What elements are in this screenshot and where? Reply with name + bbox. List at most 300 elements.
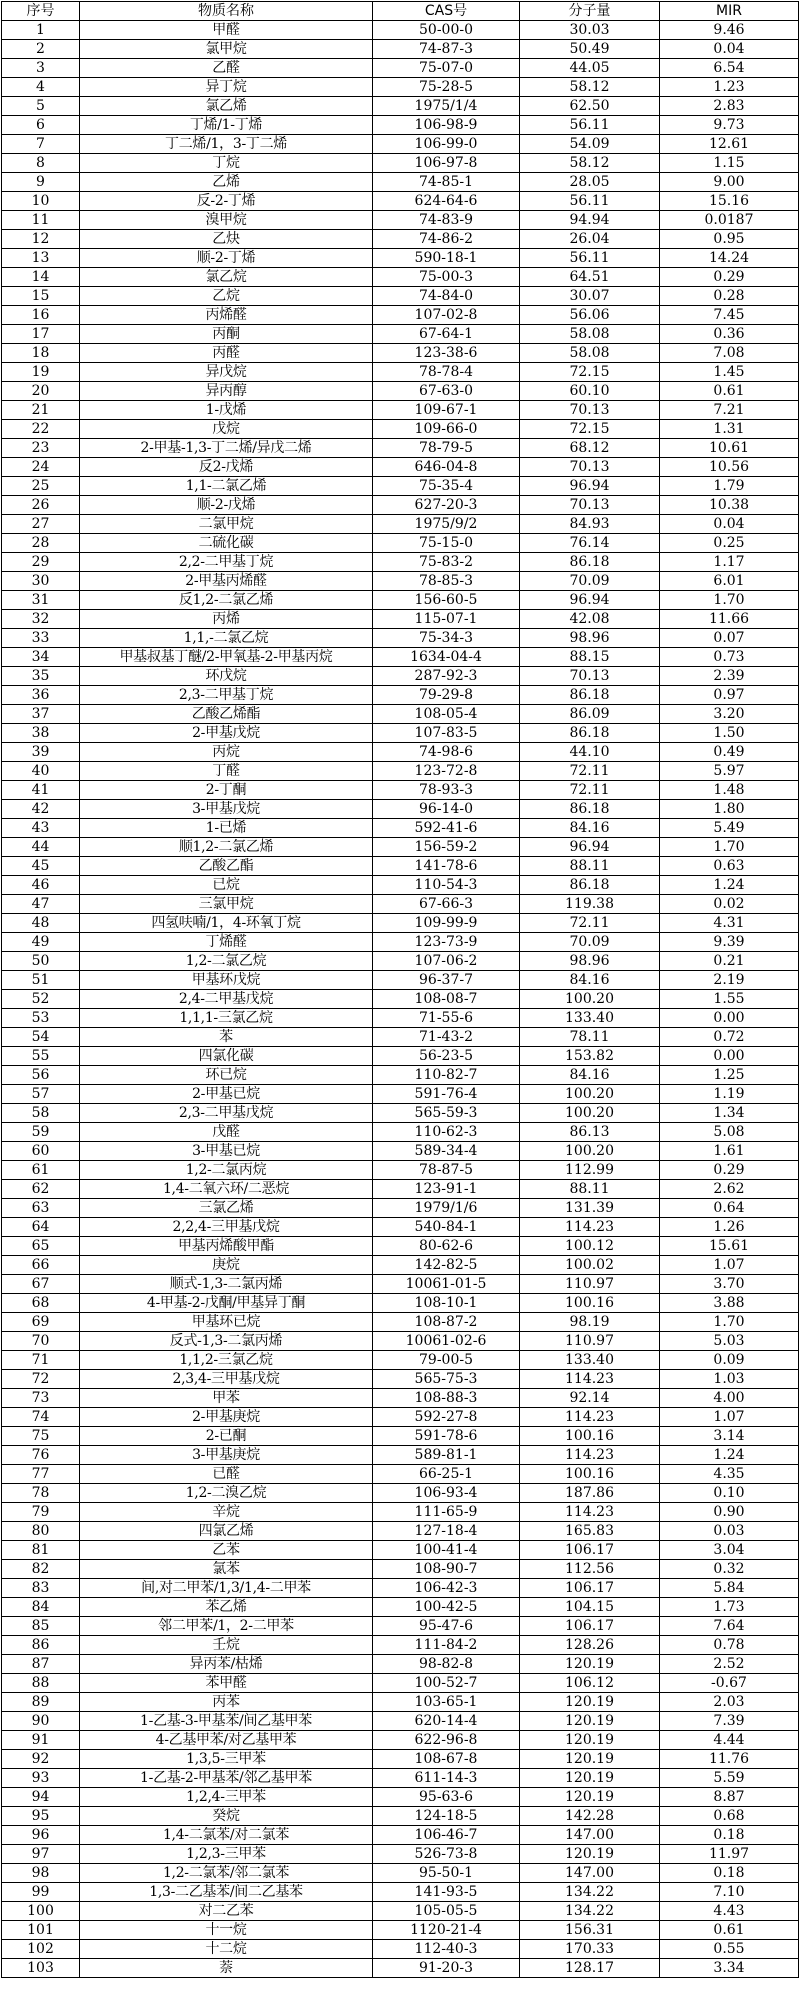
index-cell: 78 [2,1484,80,1503]
mir-cell: 9.00 [660,173,799,192]
mir-cell: 1.19 [660,1085,799,1104]
molecular-weight-cell: 120.19 [520,1769,660,1788]
molecular-weight-cell: 44.05 [520,59,660,78]
mir-cell: 1.45 [660,363,799,382]
table-row [2,1598,799,1617]
table-row [2,572,799,591]
header-cas-number: CAS号 [373,2,520,21]
index-cell: 96 [2,1826,80,1845]
cas-number-cell: 95-63-6 [373,1788,520,1807]
molecular-weight-cell: 58.12 [520,154,660,173]
table-row [2,1503,799,1522]
table-row [2,1636,799,1655]
cas-number-cell: 107-02-8 [373,306,520,325]
cas-number-cell: 67-64-1 [373,325,520,344]
substance-name-cell: 乙烷 [80,287,373,306]
substance-name-cell: 异丙苯/枯烯 [80,1655,373,1674]
table-row [2,952,799,971]
cas-number-cell: 78-79-5 [373,439,520,458]
molecular-weight-cell: 133.40 [520,1009,660,1028]
mir-cell: 1.70 [660,1313,799,1332]
cas-number-cell: 50-00-0 [373,21,520,40]
table-row [2,21,799,40]
cas-number-cell: 1120-21-4 [373,1921,520,1940]
mir-cell: 0.63 [660,857,799,876]
cas-number-cell: 115-07-1 [373,610,520,629]
index-cell: 45 [2,857,80,876]
table-row [2,876,799,895]
index-cell: 92 [2,1750,80,1769]
index-cell: 51 [2,971,80,990]
cas-number-cell: 109-99-9 [373,914,520,933]
substance-name-cell: 反式-1,3-二氯丙烯 [80,1332,373,1351]
cas-number-cell: 74-86-2 [373,230,520,249]
molecular-weight-cell: 110.97 [520,1275,660,1294]
table-row [2,1199,799,1218]
molecular-weight-cell: 96.94 [520,591,660,610]
table-row [2,249,799,268]
substance-name-cell: 丁二烯/1，3-丁二烯 [80,135,373,154]
table-body [2,21,799,1978]
molecular-weight-cell: 58.08 [520,325,660,344]
index-cell: 56 [2,1066,80,1085]
index-cell: 58 [2,1104,80,1123]
table-row [2,59,799,78]
mir-cell: 3.04 [660,1541,799,1560]
molecular-weight-cell: 68.12 [520,439,660,458]
substance-name-cell: 4-乙基甲苯/对乙基甲苯 [80,1731,373,1750]
cas-number-cell: 80-62-6 [373,1237,520,1256]
index-cell: 66 [2,1256,80,1275]
substance-name-cell: 乙烯 [80,173,373,192]
table-row [2,439,799,458]
index-cell: 83 [2,1579,80,1598]
table-row [2,1731,799,1750]
mir-substance-table [1,1,799,1978]
index-cell: 87 [2,1655,80,1674]
mir-cell: 10.38 [660,496,799,515]
index-cell: 76 [2,1446,80,1465]
substance-name-cell: 2-甲基庚烷 [80,1408,373,1427]
substance-name-cell: 反2-戊烯 [80,458,373,477]
substance-name-cell: 甲醛 [80,21,373,40]
molecular-weight-cell: 86.18 [520,724,660,743]
molecular-weight-cell: 100.16 [520,1465,660,1484]
substance-name-cell: 环戊烷 [80,667,373,686]
molecular-weight-cell: 153.82 [520,1047,660,1066]
index-cell: 64 [2,1218,80,1237]
substance-name-cell: 1-乙基-2-甲基苯/邻乙基甲苯 [80,1769,373,1788]
index-cell: 14 [2,268,80,287]
mir-cell: 5.08 [660,1123,799,1142]
mir-cell: 0.97 [660,686,799,705]
table-row [2,1902,799,1921]
molecular-weight-cell: 72.11 [520,914,660,933]
substance-name-cell: 1-乙基-3-甲基苯/间乙基甲苯 [80,1712,373,1731]
molecular-weight-cell: 56.06 [520,306,660,325]
substance-name-cell: 乙炔 [80,230,373,249]
molecular-weight-cell: 120.19 [520,1750,660,1769]
mir-cell: 6.01 [660,572,799,591]
substance-name-cell: 1,1,-二氯乙烷 [80,629,373,648]
cas-number-cell: 141-93-5 [373,1883,520,1902]
mir-cell: 0.04 [660,515,799,534]
mir-cell: 14.24 [660,249,799,268]
table-row [2,1959,799,1978]
cas-number-cell: 100-52-7 [373,1674,520,1693]
index-cell: 11 [2,211,80,230]
substance-name-cell: 二硫化碳 [80,534,373,553]
index-cell: 47 [2,895,80,914]
mir-cell: 15.61 [660,1237,799,1256]
table-row [2,154,799,173]
index-cell: 53 [2,1009,80,1028]
cas-number-cell: 10061-01-5 [373,1275,520,1294]
table-row [2,1047,799,1066]
table-row [2,192,799,211]
mir-cell: 1.24 [660,1446,799,1465]
mir-cell: 0.28 [660,287,799,306]
table-row [2,1788,799,1807]
index-cell: 55 [2,1047,80,1066]
index-cell: 57 [2,1085,80,1104]
molecular-weight-cell: 147.00 [520,1826,660,1845]
header-row [2,2,799,21]
molecular-weight-cell: 106.17 [520,1579,660,1598]
molecular-weight-cell: 56.11 [520,249,660,268]
table-row [2,686,799,705]
table-row [2,1332,799,1351]
substance-name-cell: 氯甲烷 [80,40,373,59]
cas-number-cell: 95-50-1 [373,1864,520,1883]
molecular-weight-cell: 128.26 [520,1636,660,1655]
substance-name-cell: 四氯化碳 [80,1047,373,1066]
index-cell: 6 [2,116,80,135]
index-cell: 65 [2,1237,80,1256]
substance-name-cell: 甲基环戊烷 [80,971,373,990]
cas-number-cell: 75-07-0 [373,59,520,78]
cas-number-cell: 111-84-2 [373,1636,520,1655]
cas-number-cell: 95-47-6 [373,1617,520,1636]
mir-cell: 0.00 [660,1047,799,1066]
mir-cell: 0.68 [660,1807,799,1826]
index-cell: 100 [2,1902,80,1921]
substance-name-cell: 二氯甲烷 [80,515,373,534]
table-row [2,667,799,686]
table-row [2,496,799,515]
molecular-weight-cell: 58.12 [520,78,660,97]
table-row [2,1237,799,1256]
index-cell: 39 [2,743,80,762]
substance-name-cell: 3-甲基庚烷 [80,1446,373,1465]
mir-cell: 1.70 [660,838,799,857]
index-cell: 35 [2,667,80,686]
molecular-weight-cell: 112.99 [520,1161,660,1180]
index-cell: 38 [2,724,80,743]
cas-number-cell: 123-38-6 [373,344,520,363]
index-cell: 26 [2,496,80,515]
cas-number-cell: 109-67-1 [373,401,520,420]
molecular-weight-cell: 147.00 [520,1864,660,1883]
substance-name-cell: 顺式-1,3-二氯丙烯 [80,1275,373,1294]
index-cell: 90 [2,1712,80,1731]
cas-number-cell: 75-28-5 [373,78,520,97]
table-row [2,1389,799,1408]
cas-number-cell: 56-23-5 [373,1047,520,1066]
mir-cell: 0.25 [660,534,799,553]
index-cell: 40 [2,762,80,781]
table-row [2,458,799,477]
table-row [2,382,799,401]
mir-cell: 2.62 [660,1180,799,1199]
molecular-weight-cell: 26.04 [520,230,660,249]
mir-cell: 0.95 [660,230,799,249]
substance-name-cell: 顺1,2-二氯乙烯 [80,838,373,857]
cas-number-cell: 123-72-8 [373,762,520,781]
table-row [2,1465,799,1484]
substance-name-cell: 壬烷 [80,1636,373,1655]
substance-name-cell: 1,2,4-三甲苯 [80,1788,373,1807]
table-row [2,401,799,420]
index-cell: 75 [2,1427,80,1446]
substance-name-cell: 1,2,3-三甲苯 [80,1845,373,1864]
mir-cell: 1.70 [660,591,799,610]
cas-number-cell: 110-54-3 [373,876,520,895]
table-row [2,230,799,249]
mir-cell: 7.45 [660,306,799,325]
table-row [2,895,799,914]
cas-number-cell: 589-34-4 [373,1142,520,1161]
molecular-weight-cell: 100.20 [520,1104,660,1123]
index-cell: 67 [2,1275,80,1294]
table-row [2,1560,799,1579]
molecular-weight-cell: 142.28 [520,1807,660,1826]
index-cell: 29 [2,553,80,572]
cas-number-cell: 624-64-6 [373,192,520,211]
substance-name-cell: 癸烷 [80,1807,373,1826]
cas-number-cell: 142-82-5 [373,1256,520,1275]
index-cell: 81 [2,1541,80,1560]
mir-cell: 1.48 [660,781,799,800]
table-row [2,1351,799,1370]
cas-number-cell: 565-75-3 [373,1370,520,1389]
mir-cell: 1.34 [660,1104,799,1123]
cas-number-cell: 74-84-0 [373,287,520,306]
substance-name-cell: 四氯乙烯 [80,1522,373,1541]
substance-name-cell: 溴甲烷 [80,211,373,230]
index-cell: 46 [2,876,80,895]
cas-number-cell: 112-40-3 [373,1940,520,1959]
mir-cell: 1.17 [660,553,799,572]
molecular-weight-cell: 128.17 [520,1959,660,1978]
substance-name-cell: 2,3,4-三甲基戊烷 [80,1370,373,1389]
mir-cell: 15.16 [660,192,799,211]
molecular-weight-cell: 70.13 [520,401,660,420]
mir-cell: 5.59 [660,1769,799,1788]
cas-number-cell: 75-83-2 [373,553,520,572]
cas-number-cell: 141-78-6 [373,857,520,876]
index-cell: 17 [2,325,80,344]
cas-number-cell: 78-78-4 [373,363,520,382]
substance-name-cell: 2,2-二甲基丁烷 [80,553,373,572]
table-row [2,990,799,1009]
cas-number-cell: 71-43-2 [373,1028,520,1047]
molecular-weight-cell: 114.23 [520,1218,660,1237]
mir-cell: 0.78 [660,1636,799,1655]
table-row [2,363,799,382]
substance-name-cell: 丙烯醛 [80,306,373,325]
cas-number-cell: 75-34-3 [373,629,520,648]
table-row [2,1161,799,1180]
mir-cell: 0.73 [660,648,799,667]
index-cell: 43 [2,819,80,838]
header-mir: MIR [660,2,799,21]
cas-number-cell: 156-60-5 [373,591,520,610]
table-row [2,1769,799,1788]
cas-number-cell: 91-20-3 [373,1959,520,1978]
table-row [2,1807,799,1826]
index-cell: 3 [2,59,80,78]
substance-name-cell: 丁醛 [80,762,373,781]
cas-number-cell: 627-20-3 [373,496,520,515]
cas-number-cell: 108-08-7 [373,990,520,1009]
index-cell: 42 [2,800,80,819]
molecular-weight-cell: 86.13 [520,1123,660,1142]
index-cell: 24 [2,458,80,477]
molecular-weight-cell: 28.05 [520,173,660,192]
substance-name-cell: 乙酸乙烯酯 [80,705,373,724]
substance-name-cell: 环已烷 [80,1066,373,1085]
table-row [2,1883,799,1902]
cas-number-cell: 127-18-4 [373,1522,520,1541]
mir-cell: 1.73 [660,1598,799,1617]
molecular-weight-cell: 56.11 [520,116,660,135]
mir-cell: 3.34 [660,1959,799,1978]
cas-number-cell: 108-87-2 [373,1313,520,1332]
molecular-weight-cell: 134.22 [520,1883,660,1902]
substance-name-cell: 2,3-二甲基戊烷 [80,1104,373,1123]
substance-name-cell: 丙苯 [80,1693,373,1712]
table-row [2,344,799,363]
table-row [2,1940,799,1959]
mir-cell: 9.46 [660,21,799,40]
table-row [2,819,799,838]
table-row [2,705,799,724]
mir-cell: 11.97 [660,1845,799,1864]
molecular-weight-cell: 72.11 [520,762,660,781]
substance-name-cell: 2-甲基-1,3-丁二烯/异戊二烯 [80,439,373,458]
molecular-weight-cell: 100.12 [520,1237,660,1256]
substance-name-cell: 异丙醇 [80,382,373,401]
substance-name-cell: 1,4-二氯苯/对二氯苯 [80,1826,373,1845]
cas-number-cell: 108-88-3 [373,1389,520,1408]
molecular-weight-cell: 133.40 [520,1351,660,1370]
mir-cell: 4.31 [660,914,799,933]
table-row [2,1275,799,1294]
index-cell: 97 [2,1845,80,1864]
substance-name-cell: 2,2,4-三甲基戊烷 [80,1218,373,1237]
mir-cell: 1.24 [660,876,799,895]
cas-number-cell: 74-87-3 [373,40,520,59]
table-row [2,40,799,59]
molecular-weight-cell: 84.93 [520,515,660,534]
cas-number-cell: 110-82-7 [373,1066,520,1085]
molecular-weight-cell: 70.13 [520,667,660,686]
cas-number-cell: 106-99-0 [373,135,520,154]
molecular-weight-cell: 30.07 [520,287,660,306]
cas-number-cell: 565-59-3 [373,1104,520,1123]
table-row [2,724,799,743]
cas-number-cell: 106-98-9 [373,116,520,135]
mir-cell: 0.00 [660,1009,799,1028]
index-cell: 12 [2,230,80,249]
table-row [2,1826,799,1845]
table-row [2,1579,799,1598]
mir-cell: 10.61 [660,439,799,458]
mir-cell: 1.50 [660,724,799,743]
molecular-weight-cell: 100.20 [520,1142,660,1161]
mir-cell: 5.49 [660,819,799,838]
molecular-weight-cell: 110.97 [520,1332,660,1351]
cas-number-cell: 75-00-3 [373,268,520,287]
table-row [2,648,799,667]
index-cell: 54 [2,1028,80,1047]
cas-number-cell: 74-83-9 [373,211,520,230]
molecular-weight-cell: 119.38 [520,895,660,914]
substance-name-cell: 1,2-二氯丙烷 [80,1161,373,1180]
table-row [2,1693,799,1712]
index-cell: 101 [2,1921,80,1940]
substance-name-cell: 2-甲基丙烯醛 [80,572,373,591]
index-cell: 31 [2,591,80,610]
substance-name-cell: 1,2-二氯乙烷 [80,952,373,971]
substance-name-cell: 戊烷 [80,420,373,439]
index-cell: 62 [2,1180,80,1199]
cas-number-cell: 98-82-8 [373,1655,520,1674]
mir-cell: 2.83 [660,97,799,116]
table-row [2,914,799,933]
table-row [2,1028,799,1047]
molecular-weight-cell: 86.18 [520,876,660,895]
index-cell: 37 [2,705,80,724]
cas-number-cell: 1979/1/6 [373,1199,520,1218]
table-row [2,781,799,800]
molecular-weight-cell: 104.15 [520,1598,660,1617]
mir-cell: 1.31 [660,420,799,439]
index-cell: 22 [2,420,80,439]
substance-name-cell: 庚烷 [80,1256,373,1275]
mir-cell: 0.49 [660,743,799,762]
index-cell: 8 [2,154,80,173]
substance-name-cell: 1,4-二氧六环/二恶烷 [80,1180,373,1199]
cas-number-cell: 287-92-3 [373,667,520,686]
index-cell: 74 [2,1408,80,1427]
substance-name-cell: 丁烯醛 [80,933,373,952]
substance-name-cell: 丙醛 [80,344,373,363]
index-cell: 61 [2,1161,80,1180]
molecular-weight-cell: 106.17 [520,1541,660,1560]
index-cell: 1 [2,21,80,40]
index-cell: 88 [2,1674,80,1693]
table-row [2,1123,799,1142]
molecular-weight-cell: 96.94 [520,838,660,857]
index-cell: 4 [2,78,80,97]
molecular-weight-cell: 56.11 [520,192,660,211]
mir-cell: 0.29 [660,1161,799,1180]
substance-name-cell: 1-已烯 [80,819,373,838]
substance-name-cell: 2-甲基戊烷 [80,724,373,743]
index-cell: 89 [2,1693,80,1712]
